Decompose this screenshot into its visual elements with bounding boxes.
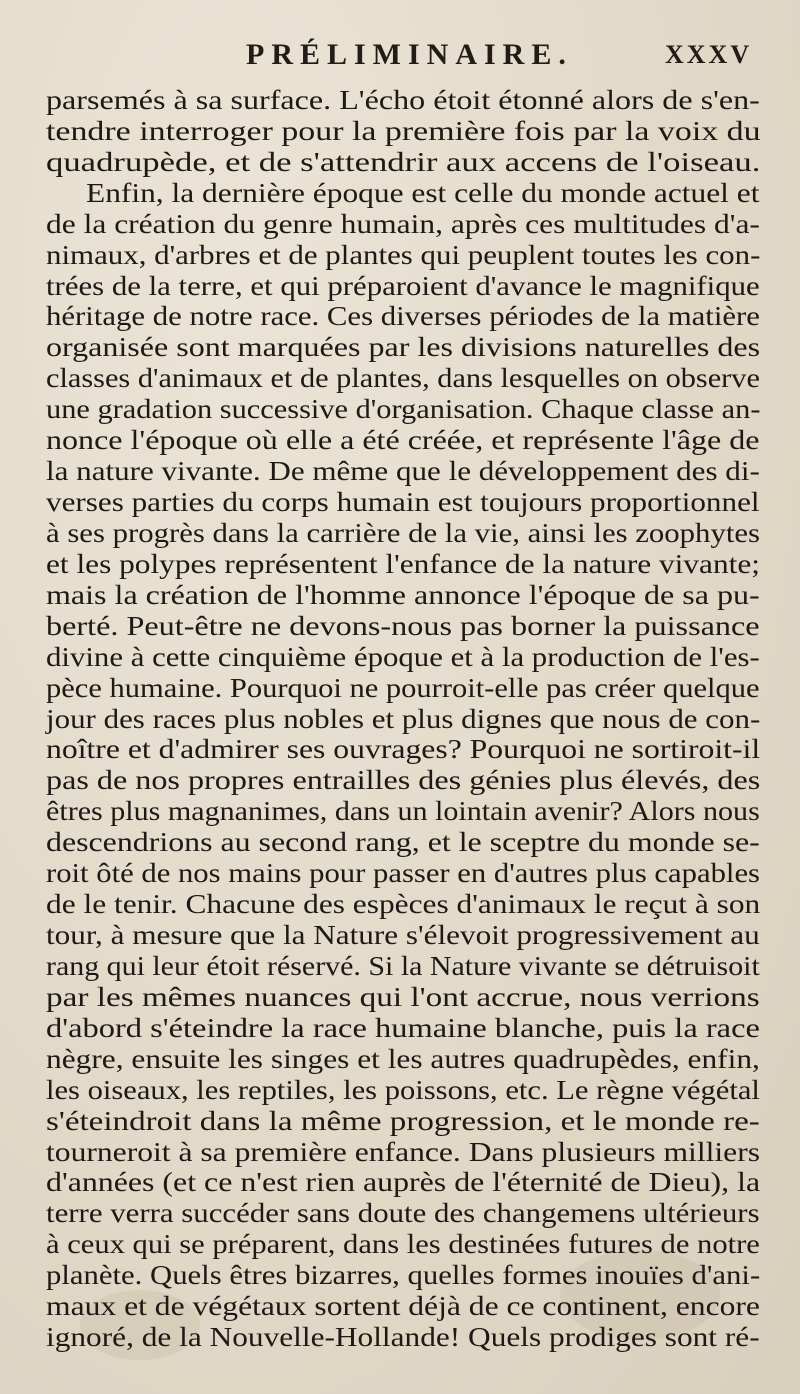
text-line: par les mêmes nuances qui l'ont accrue, nous verrions [46, 981, 760, 1013]
text-line: nègre, ensuite les singes et les autres quadrupèdes, enfin, [46, 1043, 760, 1075]
text-line: organisée sont marquées par les divisions naturelles des [46, 332, 761, 364]
text-line: ignoré, de la Nouvelle-Hollande! Quels prodiges sont ré- [46, 1322, 760, 1354]
text-line: héritage de notre race. Ces diverses périodes de la matière [46, 301, 760, 333]
text-line: pas de nos propres entrailles des génies plus élevés, des [46, 765, 761, 797]
text-line: nonce l'époque où elle a été créée, et représente l'âge de [46, 425, 760, 457]
text-line: à ceux qui se préparent, dans les destinées futures de notre [46, 1229, 760, 1261]
text-line: tour, à mesure que la Nature s'élevoit progressivement au [46, 920, 760, 952]
text-line: d'abord s'éteindre la race humaine blanche, puis la race [46, 1012, 760, 1044]
text-line: classes d'animaux et de plantes, dans lesquelles on observe [46, 363, 760, 395]
text-line: êtres plus magnanimes, dans un lointain avenir? Alors nous [46, 796, 760, 828]
text-line: une gradation successive d'organisation. Chaque classe an- [46, 394, 761, 426]
text-line: mais la création de l'homme annonce l'époque de sa pu- [46, 579, 760, 611]
text-line: la nature vivante. De même que le développement des di- [46, 456, 760, 488]
text-line: à ses progrès dans la carrière de la vie, ainsi les zoophytes [46, 517, 760, 549]
text-line: pèce humaine. Pourquoi ne pourroit-elle pas créer quelque [46, 672, 760, 704]
text-line: roit ôté de nos mains pour passer en d'autres plus capables [46, 858, 760, 890]
text-line: descendrions au second rang, et le sceptre du monde se- [46, 827, 760, 859]
text-line: s'éteindroit dans la même progression, et le monde re- [46, 1105, 760, 1137]
text-line: parsemés à sa surface. L'écho étoit étonné alors de s'en- [46, 85, 760, 116]
text-line: et les polypes représentent l'enfance de la nature vivante; [46, 548, 760, 580]
running-head: PRÉLIMINAIRE. [246, 38, 573, 71]
text-line: terre verra succéder sans doute des changemens ultérieurs [46, 1198, 760, 1230]
text-line: rang qui leur étoit réservé. Si la Nature vivante se détruisoit [46, 950, 760, 982]
text-line: berté. Peut-être ne devons-nous pas borner la puissance [46, 610, 760, 642]
text-line: tendre interroger pour la première fois par la voix du [46, 115, 761, 147]
text-line: quadrupède, et de s'attendrir aux accens de l'oiseau. [46, 146, 761, 178]
text-line: verses parties du corps humain est toujours proportionnel [46, 487, 760, 519]
page-number: XXXV [665, 40, 753, 69]
text-line: planète. Quels êtres bizarres, quelles formes inouïes d'ani- [46, 1260, 761, 1292]
page-header [0, 38, 800, 78]
text-line: jour des races plus nobles et plus dignes que nous de con- [46, 703, 761, 735]
text-line: maux et de végétaux sortent déjà de ce continent, encore [46, 1291, 760, 1323]
text-line: d'années (et ce n'est rien auprès de l'éternité de Dieu), la [46, 1167, 761, 1199]
text-line: de la création du genre humain, après ces multitudes d'a- [46, 208, 760, 240]
text-line: de le tenir. Chacune des espèces d'animaux le reçut à son [46, 889, 761, 921]
text-line: les oiseaux, les reptiles, les poissons, etc. Le règne végétal [46, 1074, 760, 1106]
text-line: trées de la terre, et qui préparoient d'avance le magnifique [46, 270, 760, 302]
text-line: divine à cette cinquième époque et à la production de l'es- [46, 641, 760, 673]
text-line: nimaux, d'arbres et de plantes qui peuplent toutes les con- [46, 239, 761, 271]
text-line: Enfin, la dernière époque est celle du monde actuel et [86, 177, 760, 209]
text-line: tourneroit à sa première enfance. Dans plusieurs milliers [46, 1136, 761, 1168]
text-line: noître et d'admirer ses ouvrages? Pourquoi ne sortiroit-il [46, 734, 761, 766]
